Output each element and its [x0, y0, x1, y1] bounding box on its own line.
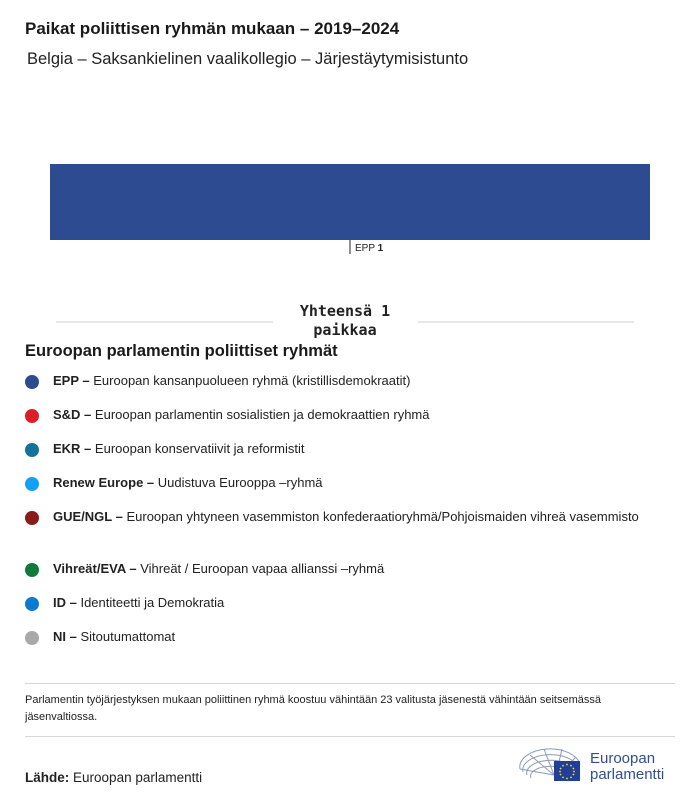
legend-abbr: S&D –: [53, 407, 92, 422]
logo-line-1: Euroopan: [590, 750, 656, 767]
seat-bar-chart: [0, 0, 700, 340]
legend-desc: Vihreät / Euroopan vapaa allianssi –ryhmä: [140, 561, 385, 576]
legend-dot-id: [25, 597, 39, 611]
ep-logo-text: [590, 751, 664, 783]
ep-hemicycle-icon: [518, 745, 588, 787]
total-line-2: paikkaa: [313, 321, 377, 339]
data-label-epp: EPP 1: [355, 243, 384, 254]
legend-desc: Euroopan kansanpuolueen ryhmä (kristillisdemokraatit): [93, 373, 411, 388]
divider-top: [25, 683, 675, 684]
legend-dot-ni: [25, 631, 39, 645]
legend-desc: Euroopan parlamentin sosialistien ja demokraattien ryhmä: [94, 407, 430, 422]
logo-line-2: parlamentti: [590, 766, 665, 783]
legend-title: Euroopan parlamentin poliittiset ryhmät: [25, 342, 338, 360]
legend-dot-epp: [25, 375, 39, 389]
legend-abbr: EPP –: [53, 373, 90, 388]
source-label: Lähde:: [25, 770, 70, 785]
legend-abbr: EKR –: [53, 441, 92, 456]
divider-bottom: [25, 736, 675, 737]
legend-dot-renew: [25, 477, 39, 491]
legend-dot-sd: [25, 409, 39, 423]
legend-dot-gue-ngl: [25, 511, 39, 525]
legend-desc: Sitoutumattomat: [80, 629, 176, 644]
bar-segment-epp: [50, 164, 650, 240]
legend-abbr: Vihreät/EVA –: [53, 561, 137, 576]
chart-title: Paikat poliittisen ryhmän mukaan – 2019–2024: [25, 19, 400, 38]
legend-abbr: ID –: [53, 595, 77, 610]
source-value: Euroopan parlamentti: [73, 770, 203, 785]
chart-subtitle: Belgia – Saksankielinen vaalikollegio – Järjestäytymisistunto: [27, 50, 469, 68]
legend-abbr: GUE/NGL –: [53, 509, 123, 524]
legend-desc: Uudistuva Eurooppa –ryhmä: [157, 475, 323, 490]
legend-abbr: Renew Europe –: [53, 475, 155, 490]
source-line: [25, 770, 202, 785]
legend-desc: Euroopan konservatiivit ja reformistit: [94, 441, 305, 456]
legend-desc: Euroopan yhtyneen vasemmiston konfederaatioryhmä/Pohjoismaiden vihreä vasemmisto: [126, 509, 639, 524]
legend-dot-greens: [25, 563, 39, 577]
ep-logo: [518, 745, 688, 787]
legend-dot-ekr: [25, 443, 39, 457]
total-seats-label: [272, 302, 418, 340]
total-line-1: Yhteensä 1: [299, 302, 391, 320]
legend-abbr: NI –: [53, 629, 77, 644]
legend-desc: Identiteetti ja Demokratia: [80, 595, 225, 610]
footnote: Parlamentin työjärjestyksen mukaan poliittinen ryhmä koostuu vähintään 23 valitusta jäsenestä vähintään seitsemässä jäsenvaltiossa.: [25, 694, 601, 723]
